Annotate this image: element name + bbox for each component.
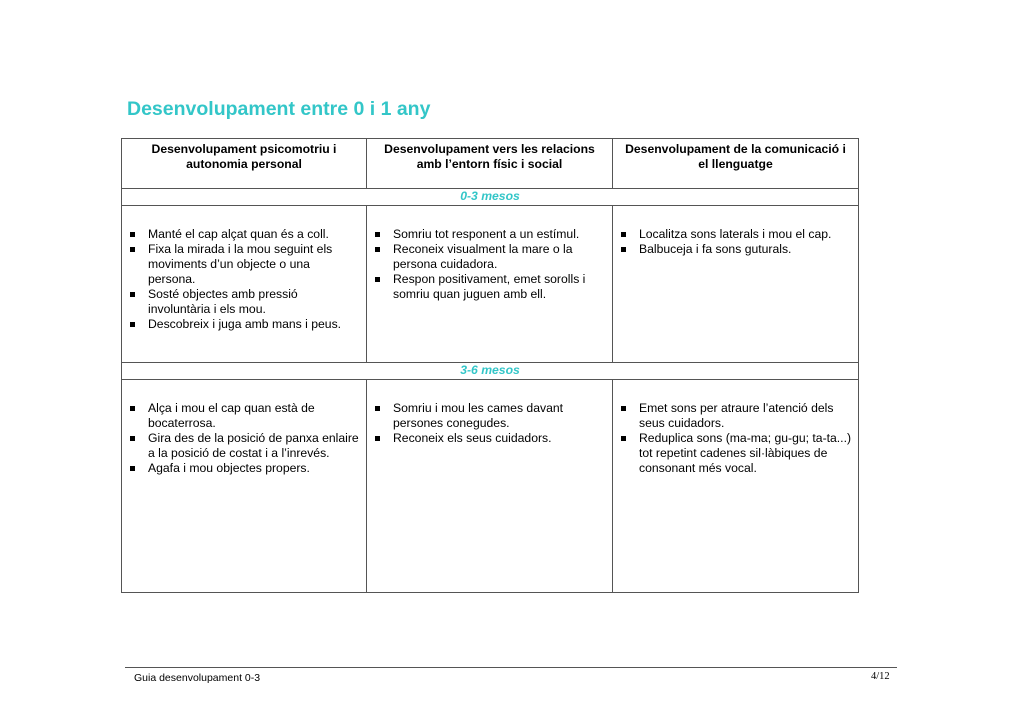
age-row [122, 189, 859, 206]
list-item: Respon positivament, emet sorolls i somriu quan juguen amb ell. [393, 272, 606, 302]
bullet-list [367, 380, 612, 446]
table-cell [122, 206, 367, 363]
list-item: Agafa i mou objectes propers. [148, 461, 360, 476]
list-item: Localitza sons laterals i mou el cap. [639, 227, 852, 242]
table-cell [367, 206, 613, 363]
age-label: 3-6 mesos [122, 363, 859, 380]
list-item: Manté el cap alçat quan és a coll. [148, 227, 360, 242]
list-item: Somriu tot responent a un estímul. [393, 227, 606, 242]
list-item: Reconeix visualment la mare o la persona cuidadora. [393, 242, 606, 272]
table-cell [367, 380, 613, 593]
table-cell [613, 380, 859, 593]
age-row [122, 363, 859, 380]
page-title: Desenvolupament entre 0 i 1 any [127, 98, 431, 120]
list-item: Reconeix els seus cuidadors. [393, 431, 606, 446]
column-header: Desenvolupament psicomotriu i autonomia personal [122, 139, 367, 189]
footer-divider [125, 667, 897, 668]
column-header: Desenvolupament vers les relacions amb l’entorn físic i social [367, 139, 613, 189]
list-item: Gira des de la posició de panxa enlaire a la posició de costat i a l’inrevés. [148, 431, 359, 460]
table-row [122, 206, 859, 363]
bullet-list [613, 380, 858, 476]
list-item: Reduplica sons (ma-ma; gu-gu; ta-ta...) tot repetint cadenes sil·làbiques de consonant més vocal. [639, 431, 852, 475]
bullet-list [122, 380, 366, 476]
column-header: Desenvolupament de la comunicació i el llenguatge [613, 139, 859, 189]
list-item: Alça i mou el cap quan està de bocaterrosa. [148, 401, 360, 431]
table-cell [122, 380, 367, 593]
list-item: Balbuceja i fa sons guturals. [639, 242, 852, 257]
list-item: Somriu i mou les cames davant persones conegudes. [393, 401, 606, 431]
bullet-list [367, 206, 612, 302]
development-table [121, 138, 859, 593]
page-number: 4/12 [871, 671, 890, 682]
footer-document-title: Guia desenvolupament 0-3 [134, 672, 261, 684]
table-header-row [122, 139, 859, 189]
bullet-list [613, 206, 858, 257]
list-item: Sosté objectes amb pressió involuntària i els mou. [148, 287, 360, 317]
table-cell [613, 206, 859, 363]
list-item: Emet sons per atraure l’atenció dels seus cuidadors. [639, 401, 852, 431]
bullet-list [122, 206, 366, 332]
list-item: Fixa la mirada i la mou seguint els moviments d’un objecte o una persona. [148, 242, 360, 287]
list-item: Descobreix i juga amb mans i peus. [148, 317, 360, 332]
table-row [122, 380, 859, 593]
age-label: 0-3 mesos [122, 189, 859, 206]
